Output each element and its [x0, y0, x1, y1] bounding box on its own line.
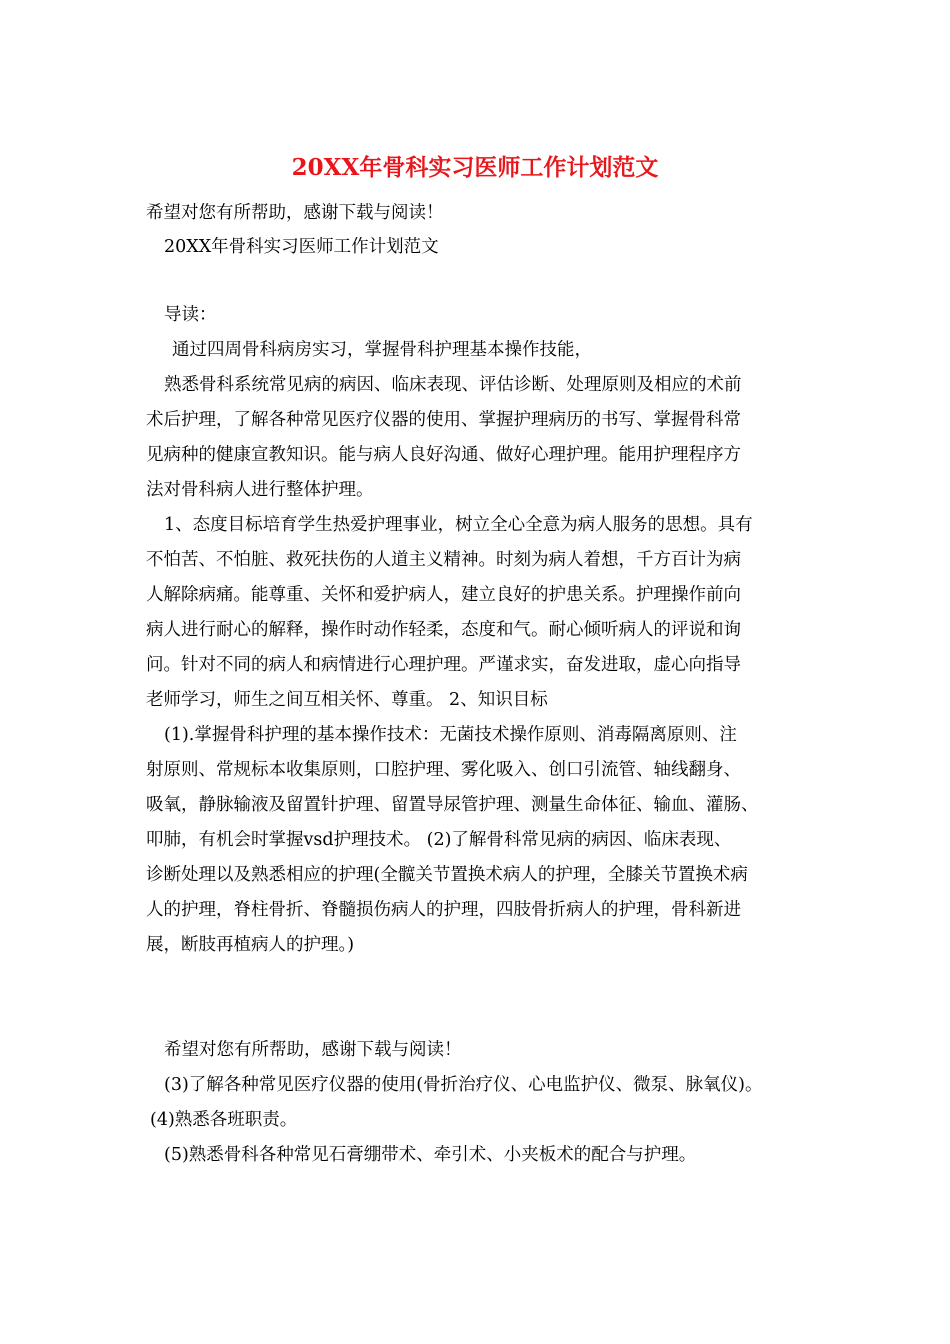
text-line: 通过四周骨科病房实习，掌握骨科护理基本操作技能， [172, 340, 592, 360]
text-line: 法对骨科病人进行整体护理。 [146, 480, 374, 500]
text-line: 见病种的健康宣教知识。能与病人良好沟通、做好心理护理。能用护理程序方 [146, 445, 741, 465]
text-line: 20XX年骨科实习医师工作计划范文 [164, 237, 439, 257]
text-line: 熟悉骨科系统常见病的病因、临床表现、评估诊断、处理原则及相应的术前 [164, 375, 742, 395]
text-line: (5)熟悉骨科各种常见石膏绷带术、牵引术、小夹板术的配合与护理。 [164, 1145, 697, 1165]
document-title: 20XX年骨科实习医师工作计划范文 [291, 154, 659, 181]
text-line: 导读： [164, 305, 217, 325]
text-line: 射原则、常规标本收集原则，口腔护理、雾化吸入、创口引流管、轴线翻身、 [146, 760, 741, 780]
text-line: 问。针对不同的病人和病情进行心理护理。严谨求实，奋发进取，虚心向指导 [146, 655, 741, 675]
text-line: 展，断肢再植病人的护理。) [146, 935, 355, 955]
text-line: 人的护理，脊柱骨折、脊髓损伤病人的护理，四肢骨折病人的护理，骨科新进 [146, 900, 741, 920]
text-line: 诊断处理以及熟悉相应的护理(全髋关节置换术病人的护理，全膝关节置换术病 [146, 865, 748, 885]
text-line: 不怕苦、不怕脏、救死扶伤的人道主义精神。时刻为病人着想，千方百计为病 [146, 550, 741, 570]
text-line: 1、态度目标培育学生热爱护理事业，树立全心全意为病人服务的思想。具有 [164, 515, 753, 535]
text-line: 老师学习，师生之间互相关怀、尊重。 2、知识目标 [146, 690, 548, 710]
text-line: (1).掌握骨科护理的基本操作技术：无菌技术操作原则、消毒隔离原则、注 [164, 725, 737, 745]
text-line: 吸氧，静脉输液及留置针护理、留置导尿管护理、测量生命体征、输血、灌肠、 [146, 795, 759, 815]
text-line: 人解除病痛。能尊重、关怀和爱护病人，建立良好的护患关系。护理操作前向 [146, 585, 741, 605]
text-line: (3)了解各种常见医疗仪器的使用(骨折治疗仪、心电监护仪、微泵、脉氧仪)。 [164, 1075, 763, 1095]
text-line: 病人进行耐心的解释，操作时动作轻柔，态度和气。耐心倾听病人的评说和询 [146, 620, 741, 640]
text-line: 希望对您有所帮助，感谢下载与阅读！ [164, 1040, 462, 1060]
text-line: 希望对您有所帮助，感谢下载与阅读！ [146, 203, 444, 223]
text-line: 叩肺，有机会时掌握vsd护理技术。 (2)了解骨科常见病的病因、临床表现、 [146, 830, 732, 850]
text-line: 术后护理，了解各种常见医疗仪器的使用、掌握护理病历的书写、掌握骨科常 [146, 410, 741, 430]
text-line: (4)熟悉各班职责。 [150, 1110, 298, 1130]
